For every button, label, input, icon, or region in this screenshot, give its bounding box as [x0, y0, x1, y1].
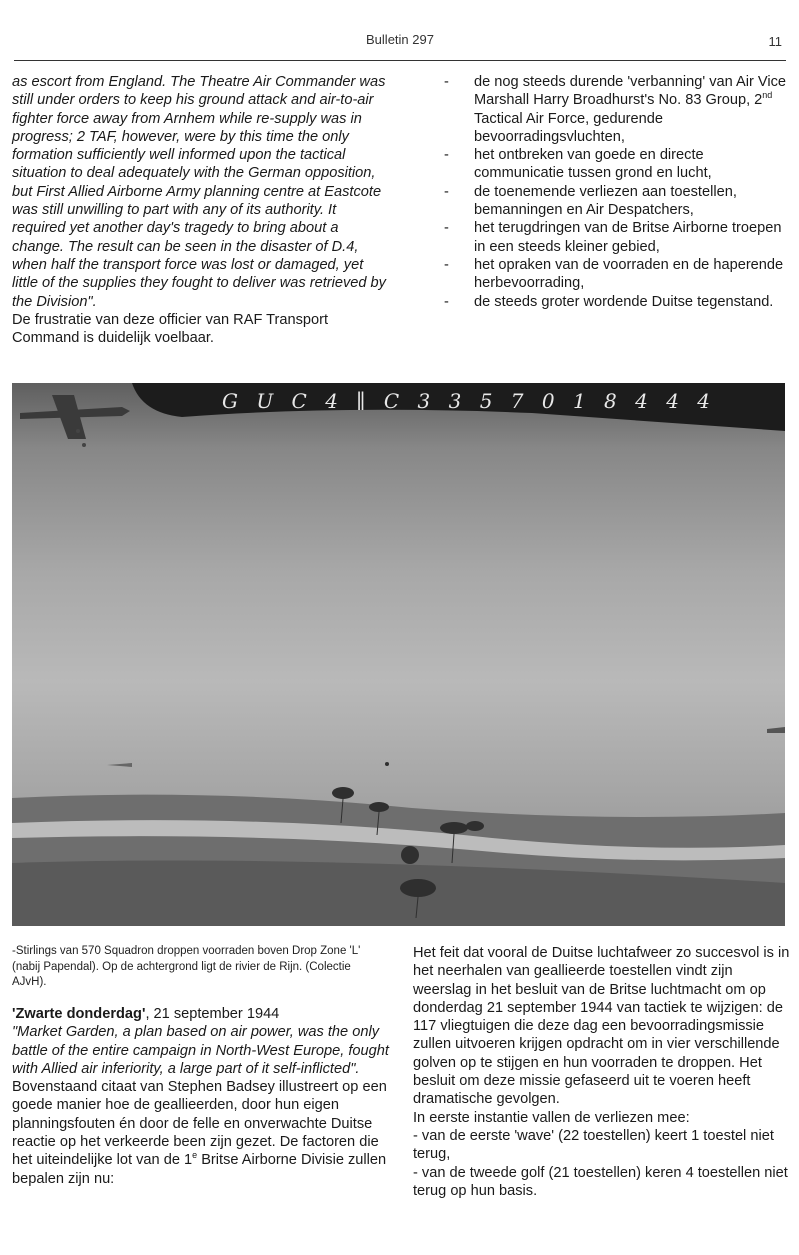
list-item: - de nog steeds durende 'verbanning' van Air Vice Marshall Harry Broadhurst's No. 83 Group, 2nd Tactical Air Force, gedurende bevoorradingsvluchten,	[440, 73, 790, 146]
film-negative-text: G U C 4 ∥ C 3 3 5 7 0 1 8 4 4 4	[222, 389, 717, 413]
list-item: - de toenemende verliezen aan toestellen, bemanningen en Air Despatchers,	[440, 183, 790, 220]
section-body: Bovenstaand citaat van Stephen Badsey illustreert op een goede manier hoe de geallieerden, door hun eigen planningsfouten én door de felle en onverwachte Duitse reactie op het verkeerde been zijn gezet. De factoren die het uiteindelijke lot van de 1e Britse Airborne Divisie zullen bepalen zijn nu:	[12, 1079, 387, 1187]
stirling-drop-photo	[12, 383, 785, 926]
paragraph: - van de eerste 'wave' (22 toestellen) keert 1 toestel niet terug,	[413, 1127, 774, 1163]
black-thursday-section	[12, 1005, 394, 1188]
left-column-top	[12, 73, 392, 347]
distant-aircraft	[107, 763, 132, 767]
paragraph: - van de tweede golf (21 toestellen) keren 4 toestellen niet terug op hun basis.	[413, 1164, 788, 1199]
badsey-quote: "Market Garden, a plan based on air power, was the only battle of the entire campaign in North-West Europe, fought with Allied air inferiority, a large part of it self-inflicted".	[12, 1024, 389, 1077]
distant-aircraft	[767, 727, 785, 733]
photo-caption: -Stirlings van 570 Squadron droppen voorraden boven Drop Zone 'L' (nabij Papendal). Op de achtergrond ligt de rivier de Rijn. (Colectie AJvH).	[12, 945, 361, 988]
section-heading: 'Zwarte donderdag', 21 september 1944	[12, 1006, 280, 1022]
list-item: - het ontbreken van goede en directe communicatie tussen grond en lucht,	[440, 146, 790, 183]
factors-list	[440, 73, 790, 311]
list-item: - de steeds groter wordende Duitse tegenstand.	[440, 293, 790, 311]
paragraph: Het feit dat vooral de Duitse luchtafweer zo succesvol is in het neerhalen van geallieerde toestellen vindt zijn weerslag in het besluit van de Britse luchtmacht om op donderdag 21 september 1944 van tactiek te wijzigen: de 117 vliegtuigen die deze dag een bevoorradingsmissie zullen uitvoeren krijgen opdracht om in vier verschillende golven op te stijgen en hun voorraden te droppen. Het besluit om deze missie gefaseerd uit te voeren heeft dramatische gevolgen.	[413, 945, 790, 1108]
paragraph: In eerste instantie vallen de verliezen mee:	[413, 1109, 690, 1126]
frustration-text: De frustratie van deze officier van RAF Transport Command is duidelijk voelbaar.	[12, 311, 329, 347]
page-header	[14, 28, 786, 61]
photo-scene	[12, 383, 785, 926]
bulletin-title: Bulletin 297	[366, 32, 434, 47]
escort-quote: as escort from England. The Theatre Air Commander was still under orders to keep his ground attack and air-to-air fighter force away from Arnhem while re-supply was in progress; 2 TAF, however, were by this time the only formation sufficiently well informed upon the tactical situation to deal adequately with the German opposition, but First Allied Airborne Army planning centre at Eastcote was still unwilling to part with any of its authority. It required yet another day's tragedy to bring about a change. The result can be seen in the disaster of D.4, when half the transport force was lost or damaged, yet little of the supplies they fought to deliver was retrieved by the Division".	[12, 74, 386, 310]
page-number: 11	[768, 34, 782, 49]
stirling-aircraft	[20, 395, 130, 447]
list-item: - het terugdringen van de Britse Airborne troepen in een steeds kleiner gebied,	[440, 219, 790, 256]
list-item: - het opraken van de voorraden en de haperende herbevoorrading,	[440, 256, 790, 293]
right-column-bottom	[413, 944, 790, 1200]
